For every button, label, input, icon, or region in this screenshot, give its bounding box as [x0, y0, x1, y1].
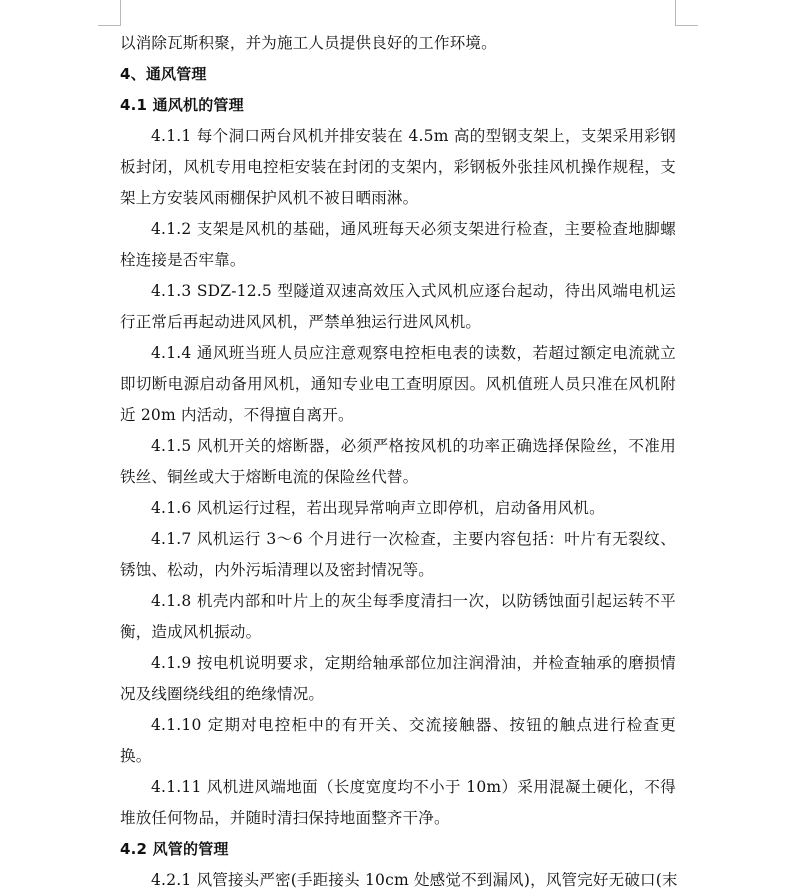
paragraph-4-2-1: 4.2.1 风管接头严密(手距接头 10cm 处感觉不到漏风)，风管完好无破口(末 [151, 871, 678, 889]
section-heading-4-2: 4.2 风管的管理 [120, 840, 229, 858]
crop-mark-top-right [675, 25, 698, 26]
paragraph-4-1-7: 4.1.7 风机运行 3～6 个月进行一次检查，主要内容包括：叶片有无裂纹、锈蚀、松动，内外污垢清理以及密封情况等。 [120, 530, 676, 579]
paragraph-4-1-2: 4.1.2 支架是风机的基础，通风班每天必须支架进行检查，主要检查地脚螺栓连接是否牢靠。 [120, 220, 676, 269]
crop-mark-top-left [98, 25, 121, 26]
paragraph-4-1-5: 4.1.5 风机开关的熔断器，必须严格按风机的功率正确选择保险丝，不准用铁丝、铜丝或大于熔断电流的保险丝代替。 [120, 437, 676, 486]
crop-mark-top-left [120, 0, 121, 26]
section-heading-4-1: 4.1 通风机的管理 [120, 96, 244, 114]
document-body [120, 28, 676, 896]
section-heading-4: 4、通风管理 [120, 65, 207, 83]
paragraph-4-1-6: 4.1.6 风机运行过程，若出现异常响声立即停机，启动备用风机。 [151, 499, 605, 517]
paragraph-4-1-1: 4.1.1 每个洞口两台风机并排安装在 4.5m 高的型钢支架上，支架采用彩钢板封闭，风机专用电控柜安装在封闭的支架内，彩钢板外张挂风机操作规程，支架上方安装风雨棚保护风机不被日晒雨淋。 [120, 127, 676, 207]
paragraph-4-1-3: 4.1.3 SDZ-12.5 型隧道双速高效压入式风机应逐台起动，待出风端电机运行正常后再起动进风风机，严禁单独运行进风风机。 [120, 282, 676, 331]
paragraph-4-1-4: 4.1.4 通风班当班人员应注意观察电控柜电表的读数，若超过额定电流就立即切断电源启动备用风机，通知专业电工查明原因。风机值班人员只准在风机附近 20m 内活动，不得擅自离开。 [120, 344, 676, 424]
paragraph-4-1-10: 4.1.10 定期对电控柜中的有开关、交流接触器、按钮的触点进行检查更换。 [120, 716, 676, 765]
crop-mark-top-right [675, 0, 676, 26]
paragraph-4-1-11: 4.1.11 风机进风端地面（长度宽度均不小于 10m）采用混凝土硬化，不得堆放任何物品，并随时清扫保持地面整齐干净。 [120, 778, 676, 827]
paragraph-4-1-8: 4.1.8 机壳内部和叶片上的灰尘每季度清扫一次，以防锈蚀面引起运转不平衡，造成风机振动。 [120, 592, 676, 641]
intro-line: 以消除瓦斯积聚，并为施工人员提供良好的工作环境。 [120, 34, 497, 52]
paragraph-4-1-9: 4.1.9 按电机说明要求，定期给轴承部位加注润滑油，并检查轴承的磨损情况及线圈绕线组的绝缘情况。 [120, 654, 676, 703]
